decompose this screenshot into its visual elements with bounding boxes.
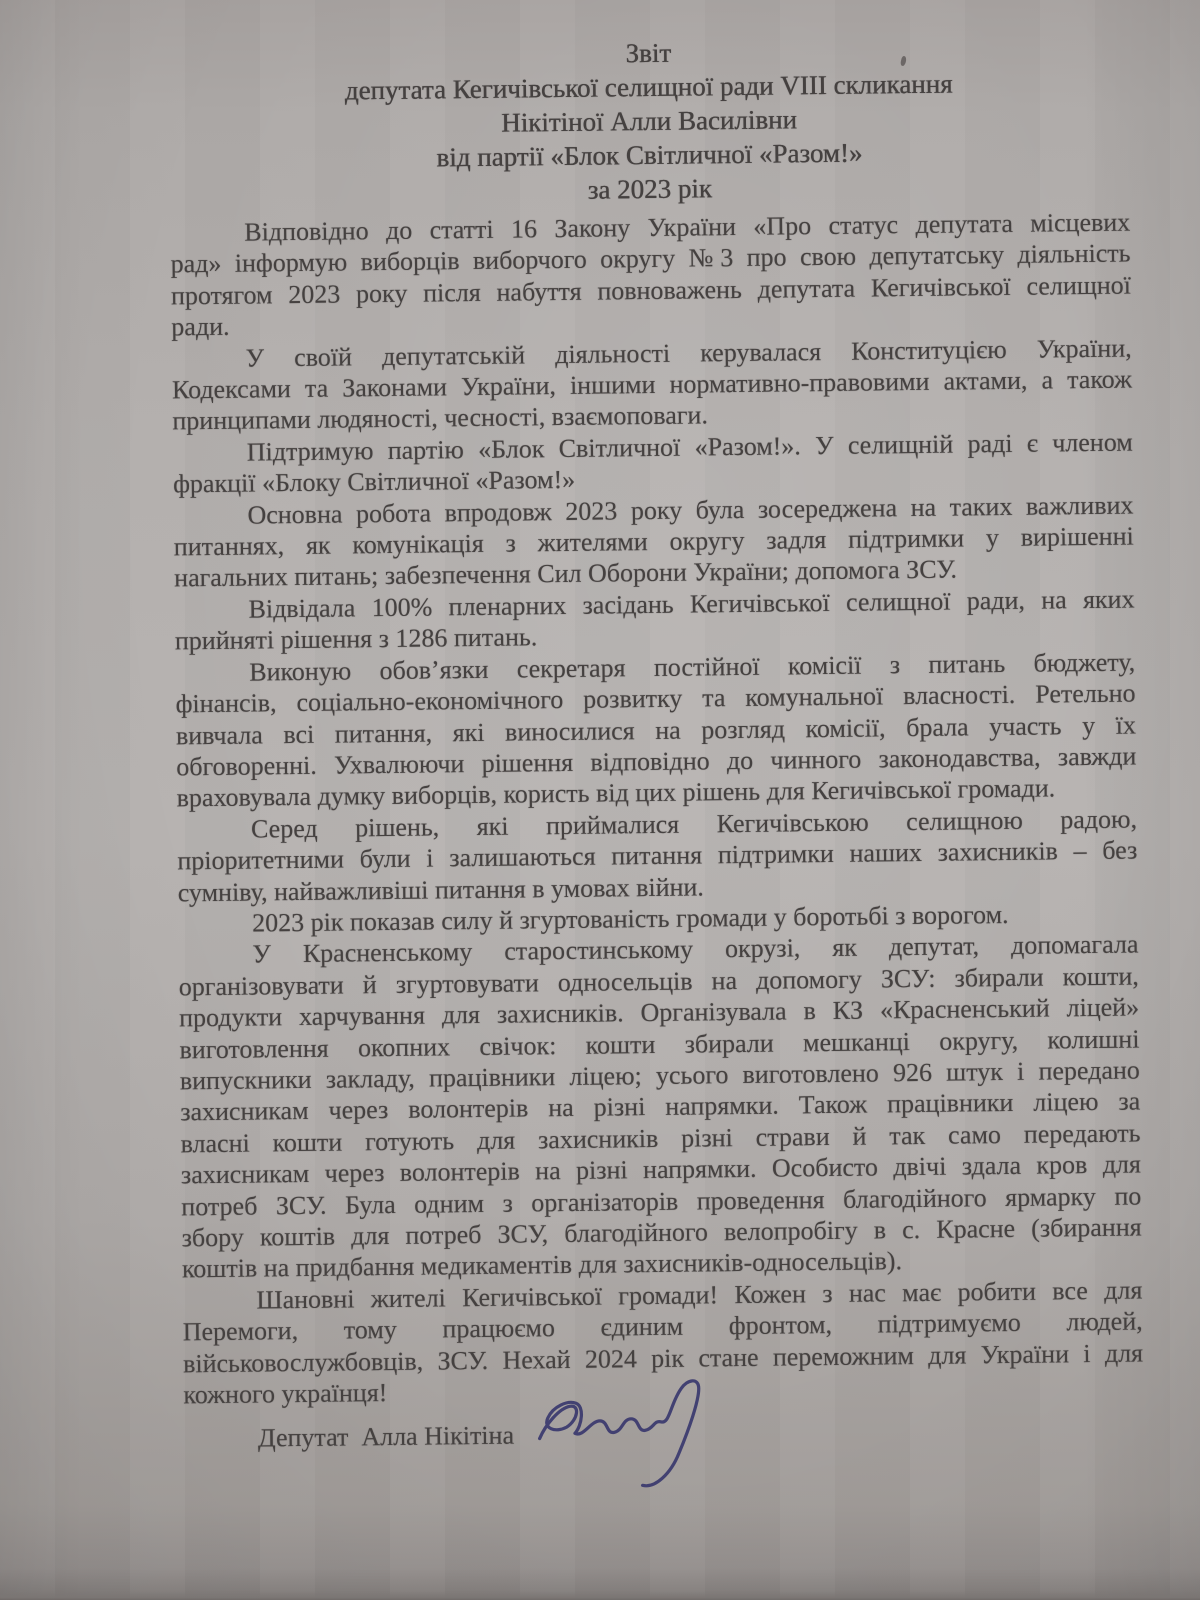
text-line: продукти харчування для захисників. Організувала в КЗ «Красненський ліцей» [179,992,1140,1033]
text-line: протягом 2023 року після набуття повноважень депутата Кегичівської селищної [170,270,1132,311]
text-line: Відповідно до статті 16 Закону України «Про статус депутата місцевих [244,207,1131,247]
text-line: нагальних питань; забезпечення Сил Оборони України; допомога ЗСУ. [174,555,958,593]
text-line: Підтримую партію «Блок Світличної «Разом!». У селищній раді є членом [246,427,1133,467]
text-line: захисникам через волонтерів на різні напрямки. Особисто двічі здала кров для [180,1149,1142,1190]
text-line: потреб ЗСУ. Була одним з організаторів проведення благодійного ярмарку по [181,1181,1142,1221]
title-line: депутата Кегичівської селищної ради VIII скликання [344,68,953,106]
paragraph [172,332,1133,437]
text-line: вивчала всі питання, які виносилися на розгляд комісії, брала участь у їх [175,710,1137,750]
text-line: військовослужбовців, ЗСУ. Нехай 2024 рік стане переможним для України і для [182,1338,1144,1378]
text-line: Серед рішень, які приймалися Кегичівською селищною радою, [250,804,1138,844]
text-line: збору коштів для потреб ЗСУ, благодійного велопробігу в с. Красне (збирання [181,1212,1142,1253]
paragraph [173,426,1134,500]
text-line: У Красненському старостинському окрузі, як депутат, допомагала [252,929,1139,969]
paragraph [175,646,1137,814]
text-line: кожного українця! [183,1378,388,1410]
text-line: виготовлення окопних свічок: кошти збирали мешканці округу, колишні [179,1024,1140,1064]
paragraph [170,207,1131,344]
title-line: від партії «Блок Світличної «Разом!» [436,137,863,173]
paragraph [174,583,1135,657]
text-line: випускники закладу, працівники ліцею; усього виготовлено 926 штук і передано [179,1055,1140,1096]
text-line: 2023 рік показав силу й згуртованість громади у боротьбі з ворогом. [251,899,1009,938]
text-line: Шановні жителі Кегичівської громади! Кожен з нас має робити все для [256,1275,1143,1315]
paragraph [173,489,1134,594]
text-line: власні кошти готують для захисників різні страви й так само передають [180,1118,1141,1159]
report-text [168,25,1144,1455]
text-line: питаннях, як комунікація з жителями округу задля підтримки у вирішенні [173,521,1134,562]
text-line: обговоренні. Ухвалюючи рішення відповідно до чинного законодавства, завжди [176,741,1137,782]
title-line: за 2023 рік [587,173,713,205]
title-line: Звіт [625,37,672,69]
text-line: фінансів, соціально-економічного розвитку та комунальної власності. Ретельно [175,678,1136,719]
text-line: Перемоги, тому працюємо єдиним фронтом, підтримуємо людей, [182,1306,1143,1347]
text-line: організовувати й згуртовувати односельців на допомогу ЗСУ: збирали кошти, [178,961,1139,1002]
text-line: Основна робота впродовж 2023 року була зосереджена на таких важливих [247,490,1134,530]
paragraph [178,929,1142,1285]
signature-ink-icon [530,1372,725,1502]
text-line: ради. [171,311,230,342]
text-line: принципами людяності, чесності, взаємоповаги. [172,400,709,436]
text-line: пріоритетними були і залишаються питання підтримки наших захисників – без [177,835,1138,876]
text-line: Кодексами та Законами України, іншими нормативно-правовими актами, а також [171,364,1133,405]
text-line: Відвідала 100% пленарних засідань Кегичівської селищної ради, на яких [248,584,1135,624]
text-line: захисникам через волонтерів на різні напрямки. Також працівники ліцею за [180,1086,1141,1127]
text-line: Виконую обов’язки секретаря постійної комісії з питань бюджету, [249,647,1136,687]
text-line: враховувала думку виборців, користь від цих рішень для Кегичівської громади. [176,773,1056,813]
signature-name: Депутат Алла Нікітіна [257,1421,515,1453]
photo-bottom-shadow [0,1591,1200,1600]
report-body [170,207,1143,1411]
paragraph [177,803,1138,908]
text-line: прийняті рішення з 1286 питань. [174,622,538,656]
text-line: фракції «Блоку Світличної «Разом!» [172,465,576,499]
report-title [168,25,1130,212]
text-line: сумніву, найважливіші питання в умовах війни. [177,871,704,907]
text-line: У своїй депутатській діяльності керувалася Конституцією України, [245,333,1132,373]
text-line: рад» інформую виборців виборчого округу №3 про свою депутатську діяльність [170,238,1131,279]
text-line: коштів на придбання медикаментів для захисників-односельців). [181,1246,903,1284]
title-line: Нікітіної Алли Василівни [500,104,798,138]
